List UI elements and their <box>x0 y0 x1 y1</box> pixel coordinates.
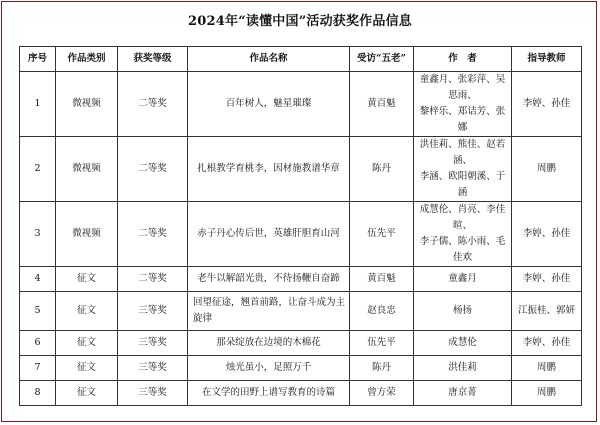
cell-category: 征文 <box>56 381 118 406</box>
cell-authors: 童鑫月 <box>414 267 512 292</box>
cell-index: 7 <box>20 356 56 381</box>
cell-award: 三等奖 <box>118 331 188 356</box>
author-line: 童鑫月、张彩萍、吴思雨、 <box>419 74 506 101</box>
header-authors: 作 者 <box>414 47 512 72</box>
header-teachers: 指导教师 <box>512 47 582 72</box>
table-row <box>20 267 582 292</box>
header-work-title: 作品名称 <box>188 47 350 72</box>
table-header-row <box>20 47 582 72</box>
cell-interviewee: 伍先平 <box>350 202 414 267</box>
cell-work-title: 烛光虽小，足照万千 <box>188 356 350 381</box>
cell-work-title: 百年树人，魅星璀璨 <box>188 72 350 137</box>
cell-index: 4 <box>20 267 56 292</box>
award-table <box>19 46 582 406</box>
cell-interviewee: 黄百魁 <box>350 72 414 137</box>
cell-work-title: 扎根教学育桃李，因材施教谱华章 <box>188 137 350 202</box>
table-row <box>20 72 582 137</box>
cell-authors <box>414 72 512 137</box>
document-title: 2024年“读懂中国”活动获奖作品信息 <box>188 14 412 29</box>
cell-award: 三等奖 <box>118 356 188 381</box>
cell-teachers: 李婷、孙佳 <box>512 72 582 137</box>
cell-award: 三等奖 <box>118 381 188 406</box>
cell-teachers: 李婷、孙佳 <box>512 267 582 292</box>
header-interviewee: 受访“五老” <box>350 47 414 72</box>
cell-interviewee: 伍先平 <box>350 331 414 356</box>
cell-teachers: 周鹏 <box>512 381 582 406</box>
cell-authors <box>414 202 512 267</box>
cell-category: 征文 <box>56 356 118 381</box>
author-line: 李子儒、陈小雨、毛佳欢 <box>419 236 506 263</box>
table-row <box>20 292 582 331</box>
author-line: 黎梓乐、郑诘芳、张娜 <box>419 106 506 133</box>
table-row <box>20 202 582 267</box>
cell-award: 二等奖 <box>118 72 188 137</box>
cell-index: 6 <box>20 331 56 356</box>
cell-category: 微视频 <box>56 202 118 267</box>
cell-work-title: 赤子丹心传后世，英雄肝胆育山河 <box>188 202 350 267</box>
cell-interviewee: 陈丹 <box>350 137 414 202</box>
cell-interviewee: 赵良忠 <box>350 292 414 331</box>
cell-interviewee: 陈丹 <box>350 356 414 381</box>
cell-category: 征文 <box>56 331 118 356</box>
author-line: 李涵、欧阳朝溪、于涵 <box>419 171 506 198</box>
cell-authors: 洪佳莉 <box>414 356 512 381</box>
cell-teachers: 周鹏 <box>512 137 582 202</box>
cell-work-title: 回望征途，翘首前路，让奋斗成为主旋律 <box>188 292 350 331</box>
table-row <box>20 137 582 202</box>
cell-award: 二等奖 <box>118 267 188 292</box>
cell-index: 5 <box>20 292 56 331</box>
cell-index: 3 <box>20 202 56 267</box>
cell-award: 二等奖 <box>118 202 188 267</box>
cell-index: 8 <box>20 381 56 406</box>
table-row <box>20 356 582 381</box>
cell-work-title: 在文学的田野上谱写教育的诗篇 <box>188 381 350 406</box>
cell-award: 二等奖 <box>118 137 188 202</box>
header-category: 作品类别 <box>56 47 118 72</box>
cell-authors: 唐京菁 <box>414 381 512 406</box>
cell-index: 1 <box>20 72 56 137</box>
cell-interviewee: 曾方荣 <box>350 381 414 406</box>
cell-category: 微视频 <box>56 72 118 137</box>
cell-interviewee: 黄百魁 <box>350 267 414 292</box>
cell-teachers: 李婷、孙佳 <box>512 331 582 356</box>
cell-authors: 成慧伦 <box>414 331 512 356</box>
cell-authors <box>414 137 512 202</box>
table-row <box>20 331 582 356</box>
cell-index: 2 <box>20 137 56 202</box>
cell-authors: 杨扬 <box>414 292 512 331</box>
cell-category: 征文 <box>56 292 118 331</box>
author-line: 成慧伦、肖亮、李佳暄、 <box>419 204 506 231</box>
cell-category: 征文 <box>56 267 118 292</box>
header-award: 获奖等级 <box>118 47 188 72</box>
author-line: 洪佳莉、熊佳、赵若涵、 <box>419 139 506 166</box>
table-row <box>20 381 582 406</box>
cell-award: 三等奖 <box>118 292 188 331</box>
cell-teachers: 江振桂、郭妍 <box>512 292 582 331</box>
cell-work-title: 那朵绽放在边境的木棉花 <box>188 331 350 356</box>
cell-category: 微视频 <box>56 137 118 202</box>
cell-teachers: 周鹏 <box>512 356 582 381</box>
cell-teachers: 李婷、孙佳 <box>512 202 582 267</box>
header-index: 序号 <box>20 47 56 72</box>
cell-work-title: 老牛以解韶光贵，不待扬鞭自奋蹄 <box>188 267 350 292</box>
